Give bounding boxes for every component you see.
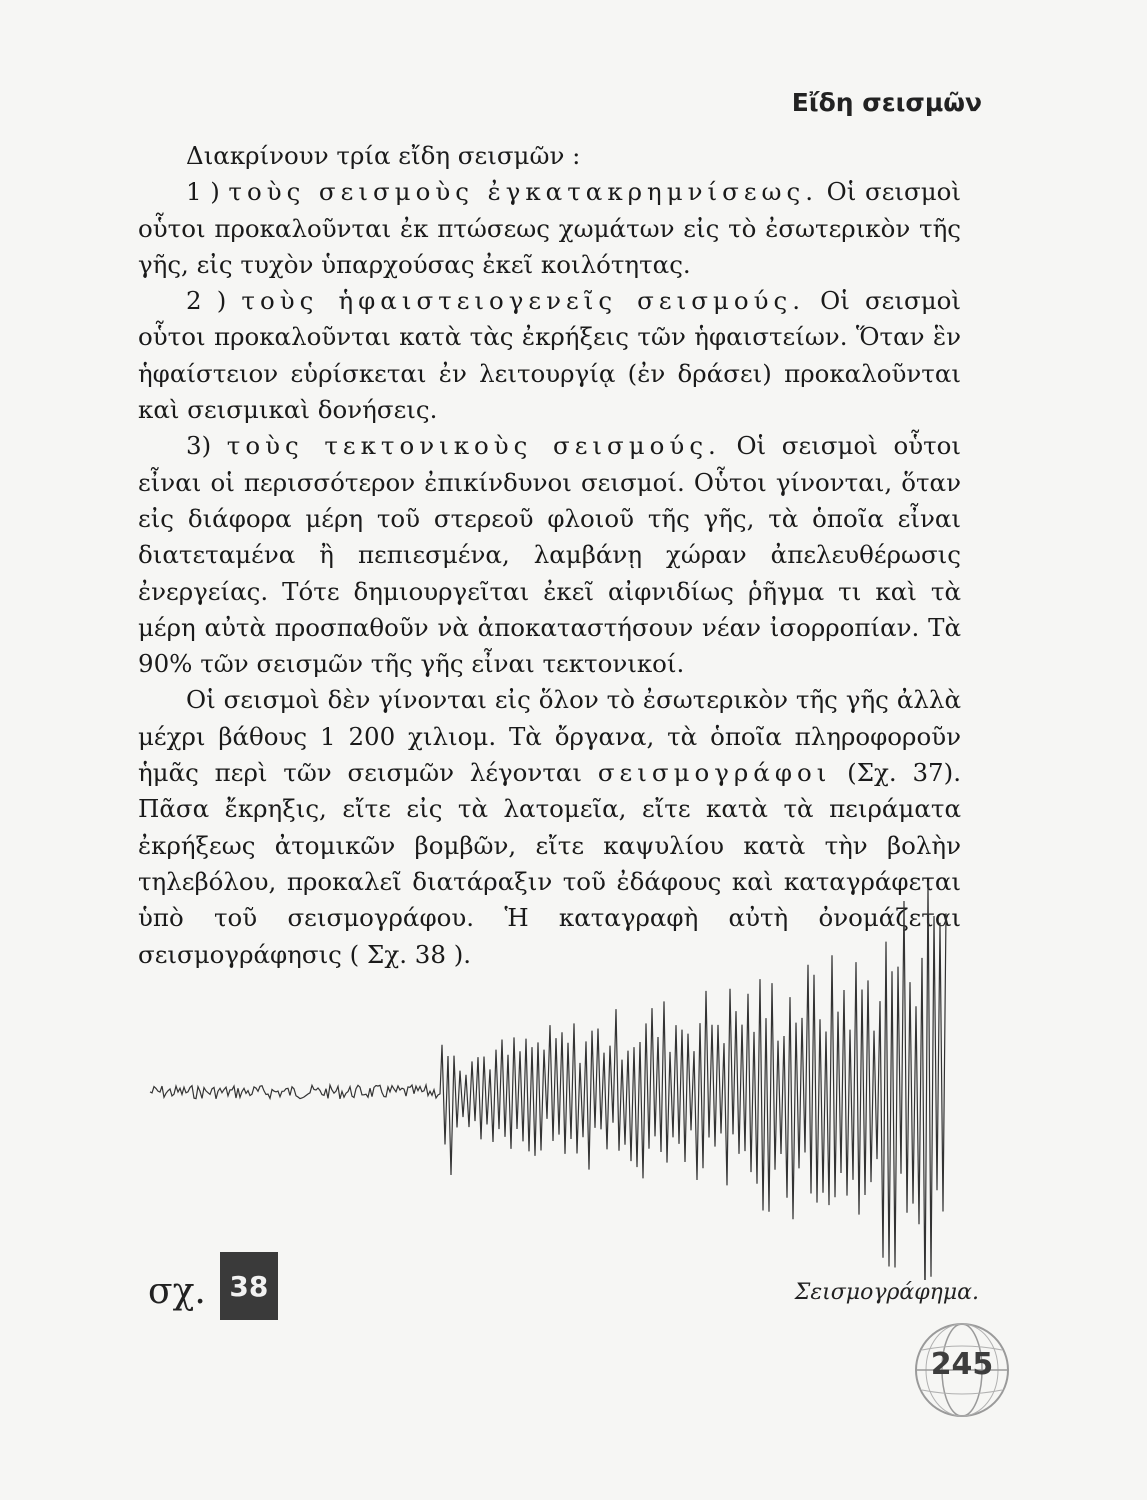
spaced-term: τοὺς ἡφαιστειογενεῖς σεισμούς. xyxy=(241,286,805,316)
paragraph-2 xyxy=(138,283,961,428)
figure-prefix: σχ. xyxy=(148,1270,206,1312)
figure-number: 38 xyxy=(220,1252,278,1320)
paragraph-text: Οἱ σεισμοὶ οὗτοι εἶναι οἱ περισσότερον ἐπικίνδυνοι σεισμοί. Οὗτοι γίνονται, ὅταν εἰς διάφορα μέρη τοῦ στερεοῦ φλοιοῦ τῆς γῆς, τὰ ὁποῖα εἶναι διατεταμένα ἢ πεπιεσμένα, λαμβάνῃ χώραν ἀπελευθέρωσις ἐνεργείας. Τότε δημιουργεῖται ἐκεῖ αἰφνιδίως ῥῆγμα τι καὶ τὰ μέρη αὐτὰ προσπαθοῦν νὰ ἀποκαταστήσουν νέαν ἰσορροπίαν. Τὰ 90% τῶν σεισμῶν τῆς γῆς εἶναι τεκτονικοί. xyxy=(138,431,961,679)
item-number: 2 ) xyxy=(186,286,242,316)
paragraph-text: Οἱ σεισμοὶ δὲν γίνονται εἰς ὅλον τὸ ἐσωτερικὸν τῆς γῆς ἀλλὰ μέχρι βάθους 1 200 χιλιομ. Τὰ ὄργανα, τὰ ὁποῖα πληροφοροῦν ἡμᾶς περὶ τῶν σεισμῶν λέγονται xyxy=(138,685,961,788)
spaced-term: τοὺς τεκτονικοὺς σεισμούς. xyxy=(226,431,721,461)
paragraph-3 xyxy=(138,428,961,682)
body-text xyxy=(138,138,961,973)
running-title: Εἴδη σεισμῶν xyxy=(791,88,982,117)
spaced-term: σεισμογράφοι xyxy=(597,758,832,788)
page-number: 245 xyxy=(930,1347,994,1382)
seismogram-trace xyxy=(140,860,970,1280)
seismogram-line xyxy=(150,882,946,1280)
figure-caption: Σεισμογράφημα. xyxy=(794,1280,979,1305)
paragraph-1 xyxy=(138,174,961,283)
paragraph-text: Οἱ σεισμοὶ οὗτοι προκαλοῦνται κατὰ τὰς ἐκρήξεις τῶν ἡφαιστείων. Ὅταν ἓν ἡφαίστειον εὑρίσκεται ἐν λειτουργίᾳ (ἐν δράσει) προκαλοῦνται καὶ σεισμικαὶ δονήσεις. xyxy=(138,286,961,425)
figure-label xyxy=(148,1252,278,1320)
seismogram-figure xyxy=(140,860,970,1280)
paragraph-text: Οἱ σεισμοὶ οὗτοι προκαλοῦνται ἐκ πτώσεως χωμάτων εἰς τὸ ἐσωτερικὸν τῆς γῆς, εἰς τυχὸν ὑπαρχούσας ἐκεῖ κοιλότητας. xyxy=(138,177,961,279)
item-number: 1 ) xyxy=(186,177,229,207)
intro-paragraph: Διακρίνουν τρία εἴδη σεισμῶν : xyxy=(186,141,581,170)
item-number: 3) xyxy=(186,431,227,461)
spaced-term: τοὺς σεισμοὺς ἐγκατακρημνίσεως. xyxy=(228,177,819,207)
paragraph-text: (Σχ. 37). Πᾶσα ἔκρηξις, εἴτε εἰς τὰ λατομεῖα, εἴτε κατὰ τὰ πειράματα ἐκρήξεως ἀτομικῶν βομβῶν, εἴτε καψυλίου κατὰ τὴν βολὴν τηλεβόλου, προκαλεῖ διατάραξιν τοῦ ἐδάφους καὶ καταγράφεται ὑπὸ τοῦ σεισμογράφου. Ἡ καταγραφὴ αὐτὴ ὀνομάζεται σεισμογράφησις ( Σχ. 38 ). xyxy=(138,758,961,969)
